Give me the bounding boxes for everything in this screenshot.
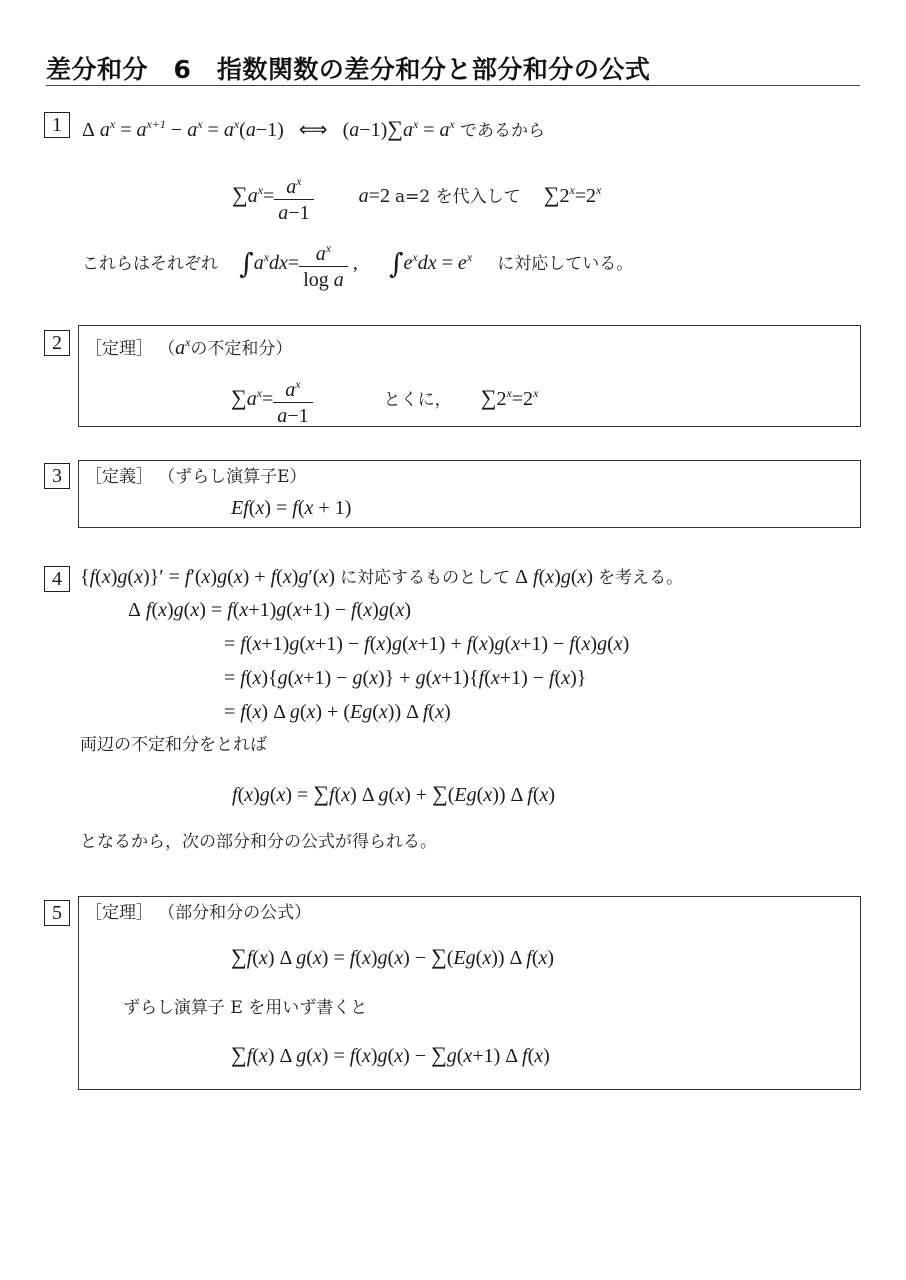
section-4-intro: [80, 563, 683, 592]
definition-3-heading: [85, 463, 307, 491]
substitute-text: a=2 を代入して: [395, 187, 521, 207]
section-1-text: であるから: [459, 121, 545, 141]
formula-delta-a-x: Δ $a^x = a^{x+1} - a^x = a^x(a-1)$: [82, 117, 284, 141]
formula-integral-a-x: $\int a^xdx=$ $\frac{a^x}{\text{log a}}$: [239, 252, 348, 274]
open-paren: （: [158, 339, 176, 359]
section-1-line-3: [82, 232, 633, 293]
summation-by-parts-formula-alt: ∑f(x) Δ g(x) = f(x)g(x) − ∑g(x+1) Δ f(x): [231, 1042, 550, 1067]
a-x-symbol: $a^x$: [175, 335, 191, 359]
formula-a-equals-2: a=2: [358, 185, 390, 207]
theorem-label: ［定理］: [85, 903, 153, 923]
summation-by-parts-derivation: f(x)g(x) = ∑f(x) Δ g(x) + ∑(Eg(x)) Δ f(x): [232, 781, 556, 806]
formula-sum-2-x: $\sum 2^x=2^x$: [543, 182, 602, 207]
text-in-particular: とくに，: [383, 390, 452, 410]
comma-separator: ,: [352, 252, 358, 274]
product-rule-derivative: {f(x)g(x)}′ = f′(x)g(x) + f(x)g′(x): [80, 566, 335, 588]
delta-fg: Δ f(x)g(x): [515, 566, 594, 588]
formula-integral-e-x: $\int e^xdx = e^x$: [388, 247, 473, 280]
formula-ef: Ef(x) = f(x + 1): [231, 497, 352, 519]
summation-by-parts-formula: ∑f(x) Δ g(x) = f(x)g(x) − ∑(Eg(x)) Δ f(x): [231, 944, 555, 969]
text-corresponds: に対応している。: [497, 254, 634, 274]
text-both-sides: 両辺の不定和分をとれば: [80, 735, 267, 755]
text-corresponding: に対応するものとして: [340, 568, 511, 588]
section-number-3: 3: [44, 463, 70, 489]
section-number-4: 4: [44, 566, 70, 592]
theorem-5-title: （部分和分の公式）: [158, 903, 312, 923]
text-conclusion: となるから，次の部分和分の公式が得られる。: [80, 832, 437, 852]
formula-sum-a-x: $(a-1)\sum a^x = a^x$: [342, 116, 455, 141]
text-respectively: これらはそれぞれ: [82, 254, 218, 274]
section-1-line-2: [232, 165, 601, 226]
definition-label: ［定義］: [85, 467, 153, 487]
formula-indefinite-sum-a-x: $\sum a^x=$ $\frac{a^x}{a-1}$: [232, 185, 314, 207]
text-without-shift-operator: ずらし演算子 E を用いず書くと: [123, 998, 368, 1018]
derivation-line-2: = f(x+1)g(x+1) − f(x)g(x+1) + f(x)g(x+1) − f(x)g(x): [224, 633, 630, 655]
theorem-box-5: [78, 896, 861, 1090]
theorem-label: ［定理］: [85, 339, 153, 359]
section-number-2: 2: [44, 330, 70, 356]
page-title: 差分和分 6 指数関数の差分和分と部分和分の公式: [46, 55, 651, 84]
title-underline: [46, 85, 860, 86]
theorem-2-heading: [85, 328, 292, 363]
derivation-line-1: Δ f(x)g(x) = f(x+1)g(x+1) − f(x)g(x): [128, 599, 412, 621]
text-consider: を考える。: [598, 568, 684, 588]
derivation-line-3: = f(x){g(x+1) − g(x)} + g(x+1){f(x+1) − f(x)}: [224, 667, 587, 689]
section-number-5: 5: [44, 900, 70, 926]
section-1-line-1: [82, 110, 545, 145]
equivalence-arrow-icon: ⟺: [298, 119, 328, 141]
theorem-5-heading: [85, 899, 311, 927]
theorem-box-2: [78, 325, 861, 427]
shift-operator-formula: [231, 494, 351, 523]
definition-box-3: [78, 460, 861, 528]
theorem-2-title: の不定和分）: [190, 339, 293, 359]
formula-indefinite-sum-a-x: $\sum a^x=$ $\frac{a^x}{a-1}$: [231, 388, 313, 410]
section-number-1: 1: [44, 112, 70, 138]
theorem-2-formula-row: [231, 368, 538, 429]
definition-3-title: （ずらし演算子E）: [158, 467, 307, 487]
derivation-line-4: = f(x) Δ g(x) + (Eg(x)) Δ f(x): [224, 701, 451, 723]
formula-sum-2-x: $\sum 2^x=2^x$: [480, 385, 539, 410]
